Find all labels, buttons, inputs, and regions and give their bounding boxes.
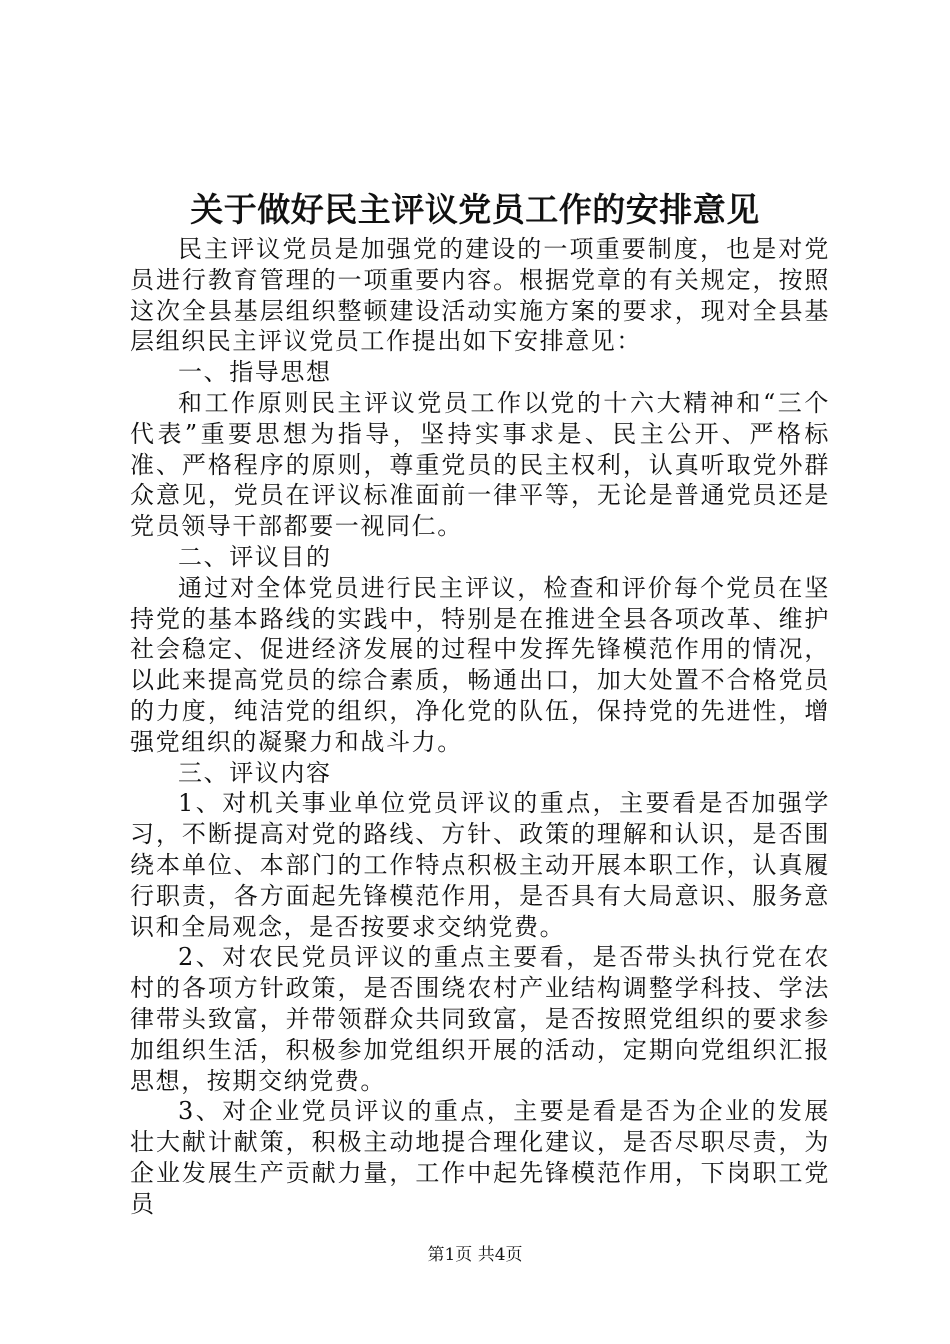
document-title: 关于做好民主评议党员工作的安排意见 <box>190 190 760 229</box>
paragraph-evaluation-purpose: 通过对全体党员进行民主评议，检查和评价每个党员在坚持党的基本路线的实践中，特别是在推进全县各项改革、维护社会稳定、促进经济发展的过程中发挥先锋模范作用的情况，以此来提高党员的综合素质，畅通出口，加大处置不合格党员的力度，纯洁党的组织，净化党的队伍，保持党的先进性，增强党组织的凝聚力和战斗力。 <box>130 573 830 756</box>
paragraph-content-item-2: 2、对农民党员评议的重点主要看，是否带头执行党在农村的各项方针政策，是否围绕农村产业结构调整学科技、学法律带头致富，并带领群众共同致富，是否按照党组织的要求参加组织生活，积极参加党组织开展的活动，定期向党组织汇报思想，按期交纳党费。 <box>130 943 830 1095</box>
paragraph-content-item-3: 3、对企业党员评议的重点，主要是看是否为企业的发展壮大献计献策，积极主动地提合理化建议，是否尽职尽责，为企业发展生产贡献力量，工作中起先锋模范作用，下岗职工党员 <box>130 1097 830 1218</box>
section-heading-guiding-principles: 一、指导思想 <box>178 358 332 387</box>
paragraph-guiding-principles: 和工作原则民主评议党员工作以党的十六大精神和“三个代表”重要思想为指导，坚持实事求是、民主公开、严格标准、严格程序的原则，尊重党员的民主权利，认真听取党外群众意见，党员在评议标准面前一律平等，无论是普通党员还是党员领导干部都要一视同仁。 <box>130 388 830 541</box>
intro-paragraph: 民主评议党员是加强党的建设的一项重要制度，也是对党员进行教育管理的一项重要内容。根据党章的有关规定，按照这次全县基层组织整顿建设活动实施方案的要求，现对全县基层组织民主评议党员工作提出如下安排意见： <box>130 235 830 356</box>
section-heading-evaluation-purpose: 二、评议目的 <box>178 542 332 571</box>
section-heading-evaluation-content: 三、评议内容 <box>178 758 332 787</box>
paragraph-content-item-1: 1、对机关事业单位党员评议的重点，主要看是否加强学习，不断提高对党的路线、方针、政策的理解和认识，是否围绕本单位、本部门的工作特点积极主动开展本职工作，认真履行职责，各方面起先锋模范作用，是否具有大局意识、服务意识和全局观念，是否按要求交纳党费。 <box>130 789 830 941</box>
page-number-footer: 第1页 共4页 <box>427 1245 523 1265</box>
document-body <box>130 234 830 1220</box>
